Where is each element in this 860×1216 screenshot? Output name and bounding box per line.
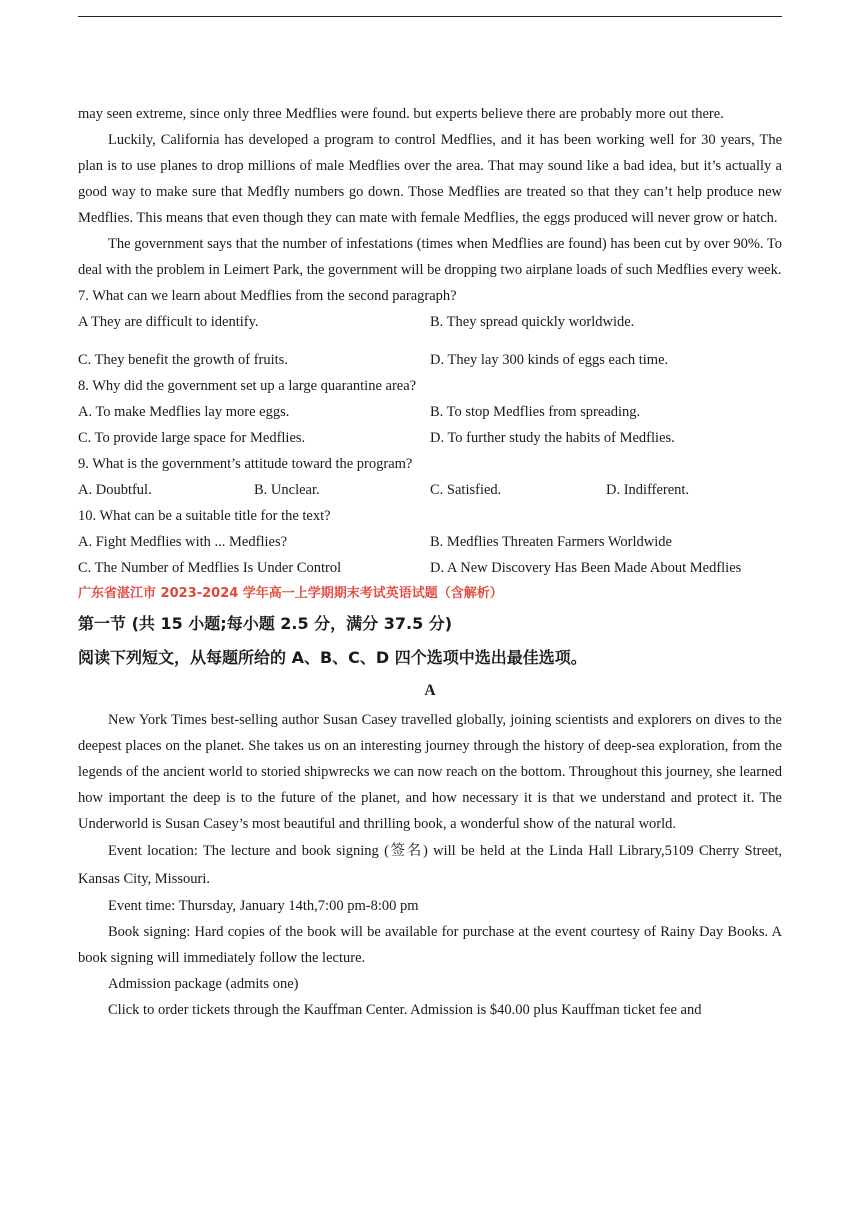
option-c: C. Satisfied. [430,482,502,498]
option-b: B. Medflies Threaten Farmers Worldwide [430,534,672,550]
question-8-stem: 8. Why did the government set up a large quarantine area? [78,378,417,394]
header-rule [78,16,782,17]
question-9-options [78,477,782,503]
option-a: A. To make Medflies lay more eggs. [78,404,290,420]
paragraph-admission-package: Admission package (admits one) [108,976,299,992]
paragraph-tickets: Click to order tickets through the Kauffman Center. Admission is $40.00 plus Kauffman ticket fee and [108,1002,702,1018]
option-a: A. Fight Medflies with ... Medflies? [78,534,288,550]
paragraph-book-signing: Book signing: Hard copies of the book will be available for purchase at the event courtesy of Rainy Day Books. A book signing will immediately follow the lecture. [78,924,782,966]
option-d: D. To further study the habits of Medflies. [430,430,675,446]
option-c: C. The Number of Medflies Is Under Control [78,560,342,576]
question-7-options-row-1 [78,309,782,335]
option-c: C. To provide large space for Medflies. [78,430,306,446]
question-7-stem: 7. What can we learn about Medflies from the second paragraph? [78,288,457,304]
page-content [78,101,782,1023]
passage-letter: A [424,682,436,699]
option-b: B. To stop Medflies from spreading. [430,404,641,420]
exam-header: 广东省湛江市 2023-2024 学年高一上学期期末考试英语试题（含解析） [78,586,503,601]
option-b: B. They spread quickly worldwide. [430,314,635,330]
question-10-options-row-1 [78,529,782,555]
option-a: A. Doubtful. [78,482,152,498]
question-9-stem: 9. What is the government’s attitude toward the program? [78,456,413,472]
section-title: 第一节 (共 15 小题;每小题 2.5 分，满分 37.5 分) [78,614,453,633]
question-10-stem: 10. What can be a suitable title for the text? [78,508,331,524]
question-7-options-row-2 [78,347,782,373]
option-c: C. They benefit the growth of fruits. [78,352,288,368]
paragraph-event-time: Event time: Thursday, January 14th,7:00 pm-8:00 pm [108,898,419,914]
option-a: A They are difficult to identify. [78,314,259,330]
option-d: D. They lay 300 kinds of eggs each time. [430,352,669,368]
option-d: D. Indifferent. [606,482,690,498]
paragraph-event-location: Event location: The lecture and book signing (签名) will be held at the Linda Hall Library,5109 Cherry Street, Kansas City, Missouri. [78,843,782,887]
passage-continuation: may seen extreme, since only three Medflies were found. but experts believe there are probably more out there. [78,106,724,122]
section-instruction: 阅读下列短文，从每题所给的 A、B、C、D 四个选项中选出最佳选项。 [78,648,587,667]
paragraph-government: The government says that the number of infestations (times when Medflies are found) has been cut by over 90%. To deal with the problem in Leimert Park, the government will be dropping two airplane loads of such Medflies every week. [78,236,782,278]
option-d: D. A New Discovery Has Been Made About Medflies [430,560,742,576]
question-10-options-row-2 [78,555,782,581]
question-8-options-row-2 [78,425,782,451]
question-8-options-row-1 [78,399,782,425]
option-b: B. Unclear. [254,482,320,498]
paragraph-author-intro: New York Times best-selling author Susan Casey travelled globally, joining scientists and explorers on dives to the deepest places on the planet. She takes us on an interesting journey through the history of deep-sea exploration, from the legends of the ancient world to storied shipwrecks we can now reach on the bottom. Throughout this journey, she learned how important the deep is to the future of the planet, and how necessary it is that we understand and protect it. The Underworld is Susan Casey’s most beautiful and thrilling book, a wonderful show of the natural world. [78,712,782,832]
paragraph-program: Luckily, California has developed a program to control Medflies, and it has been working well for 30 years, The plan is to use planes to drop millions of male Medflies over the area. That may sound like a bad idea, but it’s actually a good way to make sure that Medfly numbers go down. Those Medflies are treated so that they can’t help produce new Medflies. This means that even though they can mate with female Medflies, the eggs produced will never grow or hatch. [78,132,782,226]
